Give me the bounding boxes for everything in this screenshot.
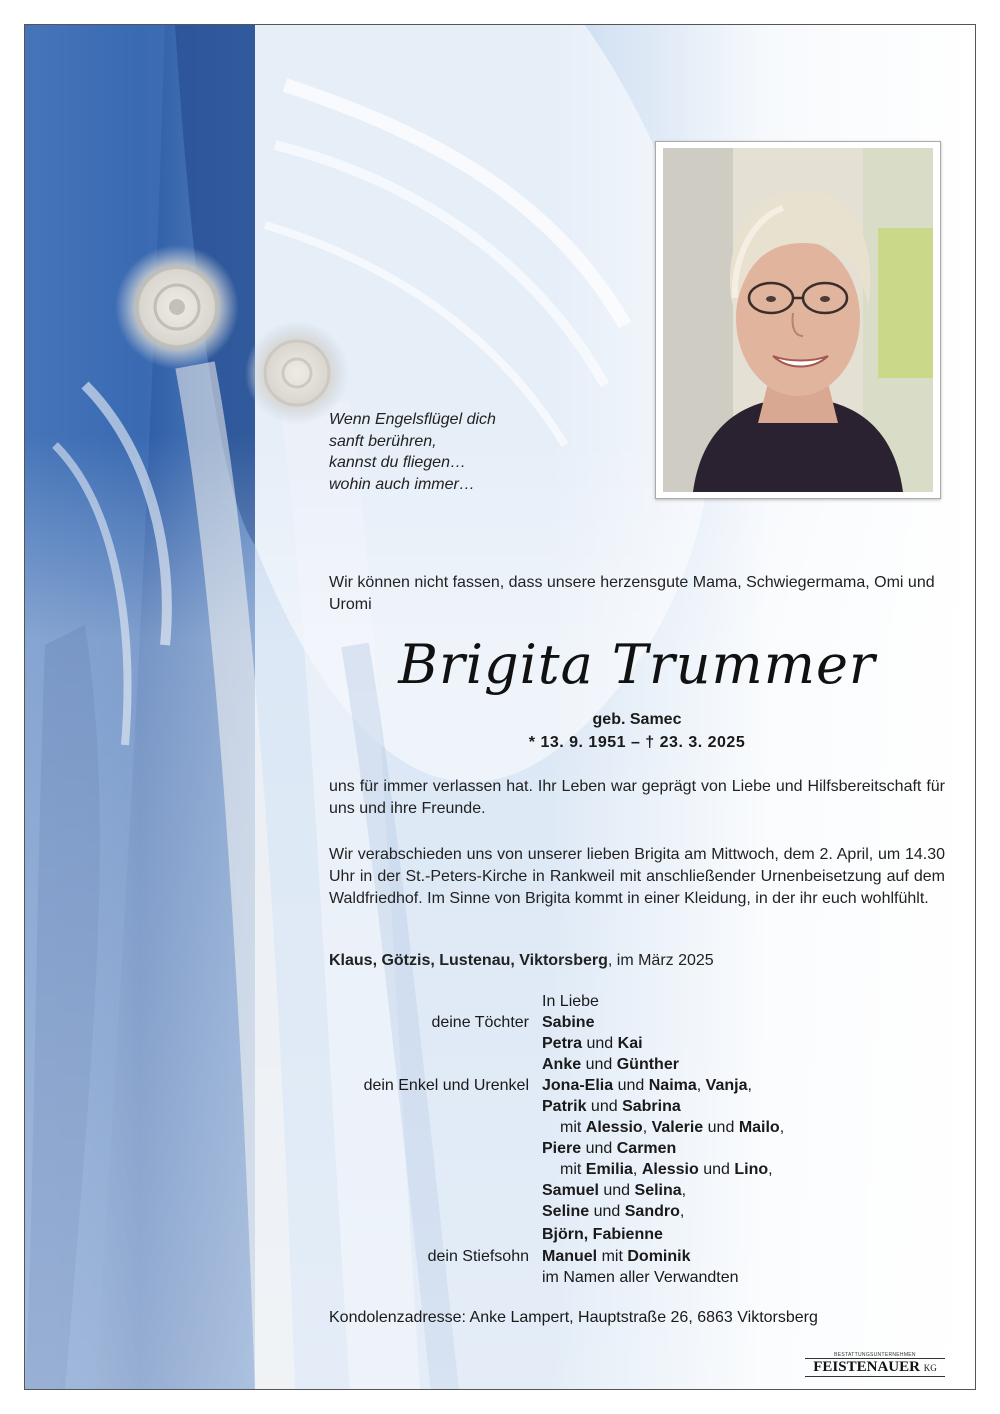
life-dates: * 13. 9. 1951 – † 23. 3. 2025	[528, 734, 746, 751]
poem-line: Wenn Engelsflügel dich	[329, 411, 496, 428]
logo-subtitle: BESTATTUNGSUNTERNEHMEN	[834, 1352, 916, 1358]
closing-text: im Namen aller Verwandten	[542, 1269, 739, 1286]
funeral-home-logo	[805, 1352, 945, 1377]
family-name: Petra	[542, 1035, 583, 1052]
family-name: Kai	[617, 1035, 643, 1052]
family-name: Naima	[648, 1077, 697, 1094]
logo-suffix: KG	[923, 1363, 937, 1373]
family-name: Jona-Elia	[542, 1077, 614, 1094]
condolence-address: Kondolenzadresse: Anke Lampert, Hauptstraße 26, 6863 Viktorsberg	[329, 1309, 818, 1326]
family-name: Sabine	[542, 1014, 595, 1031]
family-row	[25, 991, 976, 1012]
poem-line: wohin auch immer…	[329, 475, 475, 493]
family-row: Seline und Sandro,	[542, 1203, 685, 1220]
family-name: Alessio	[585, 1119, 643, 1136]
family-name: Lino	[734, 1161, 769, 1178]
poem-line: sanft berühren,	[329, 432, 437, 450]
label-grandchildren: dein Enkel und Urenkel	[363, 1077, 529, 1094]
family-row: Samuel und Selina,	[542, 1182, 687, 1199]
family-name: Alessio	[641, 1161, 699, 1178]
family-name: Selina	[634, 1182, 682, 1199]
poem-line: kannst du fliegen…	[329, 454, 466, 471]
family-name: Seline	[542, 1203, 590, 1220]
family-name: Sandro	[624, 1203, 680, 1220]
family-name: Vanja	[705, 1077, 748, 1094]
family-name: Mailo	[738, 1119, 780, 1136]
family-row: Patrik und Sabrina	[542, 1098, 681, 1115]
family-name: Manuel	[542, 1248, 598, 1265]
family-row: Piere und Carmen	[542, 1140, 677, 1157]
family-row: dein Stiefsohn Manuel mit Dominik	[427, 1248, 691, 1265]
obituary-frame	[24, 24, 976, 1390]
label-stepson: dein Stiefsohn	[427, 1248, 529, 1265]
family-row: Anke und Günther	[542, 1056, 679, 1073]
family-name: Dominik	[627, 1248, 691, 1265]
place-names: Klaus, Götzis, Lustenau, Viktorsberg	[329, 952, 608, 969]
family-name: Patrik	[542, 1098, 587, 1115]
family-row	[25, 1224, 976, 1245]
family-row: dein Enkel und Urenkel Jona-Elia und Naima, Vanja,	[363, 1077, 752, 1094]
family-name: Valerie	[651, 1119, 704, 1136]
family-row: mit Alessio, Valerie und Mailo,	[560, 1119, 785, 1136]
paragraph-funeral: Wir verabschieden uns von unserer lieben Brigita am Mittwoch, dem 2. April, um 14.30 Uhr in der St.-Peters-Kirche in Rankweil mit anschließender Urnenbeisetzung auf dem Waldfriedhof. Im Sinne von Brigita kommt in einer Kleidung, in der ihr euch wohlfühlt.	[329, 846, 945, 907]
family-name: Carmen	[616, 1140, 677, 1157]
deceased-name: Brigita Trummer	[398, 633, 876, 696]
date-text: , im März 2025	[607, 952, 714, 969]
family-name: Björn, Fabienne	[542, 1226, 663, 1243]
poem	[329, 409, 496, 495]
family-name: Sabrina	[622, 1098, 681, 1115]
family-name: Anke	[542, 1056, 582, 1073]
family-name: Emilia	[585, 1161, 633, 1178]
logo-name: FEISTENAUER	[813, 1359, 920, 1375]
family-row: mit Emilia, Alessio und Lino,	[560, 1161, 773, 1178]
place-date	[329, 950, 945, 972]
family-name: Günther	[616, 1056, 679, 1073]
portrait-image	[663, 148, 933, 492]
paragraph-life: uns für immer verlassen hat. Ihr Leben war geprägt von Liebe und Hilfsbereitschaft für uns und ihre Freunde.	[329, 778, 945, 817]
family-row	[25, 1267, 976, 1288]
family-row	[25, 1012, 976, 1033]
family-name: Piere	[542, 1140, 582, 1157]
family-row: Petra und Kai	[542, 1035, 643, 1052]
in-liebe: In Liebe	[542, 993, 599, 1010]
intro-text: Wir können nicht fassen, dass unsere herzensgute Mama, Schwiegermama, Omi und Uromi	[329, 574, 935, 613]
label-daughters: deine Töchter	[431, 1014, 529, 1031]
family-name: Samuel	[542, 1182, 599, 1199]
birth-name: geb. Samec	[592, 711, 682, 728]
portrait-frame	[655, 141, 941, 499]
portrait-photo	[663, 148, 933, 492]
